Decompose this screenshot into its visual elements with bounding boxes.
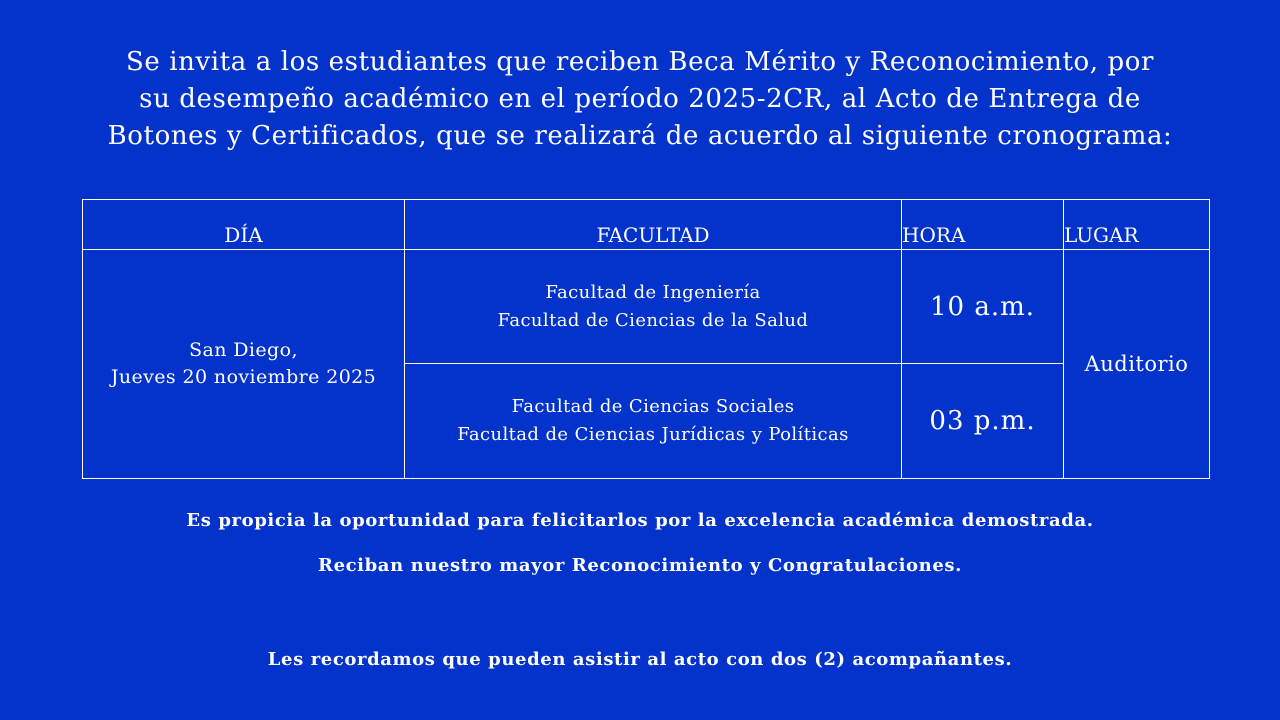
congratulations-text: Es propicia la oportunidad para felicitarlos por la excelencia académica demostrada. (186, 510, 1094, 531)
facultad-name: Facultad de Ciencias de la Salud (497, 309, 809, 331)
invitation-line: Se invita a los estudiantes que reciben Beca Mérito y Reconocimiento, por (125, 47, 1155, 77)
hora-cell: 10 a.m. (902, 250, 1064, 364)
header-dia: DÍA (83, 200, 405, 250)
header-lugar: LUGAR (1064, 200, 1210, 250)
dia-date: Jueves 20 noviembre 2025 (110, 366, 377, 388)
header-facultad: FACULTAD (405, 200, 902, 250)
dia-cell (83, 250, 405, 479)
invitation-text (60, 44, 1220, 155)
recognition-text: Reciban nuestro mayor Reconocimiento y Congratulaciones. (318, 555, 962, 576)
hora-cell: 03 p.m. (902, 364, 1064, 479)
facultad-name: Facultad de Ingeniería (545, 281, 761, 303)
header-hora: HORA (902, 200, 1064, 250)
facultad-name: Facultad de Ciencias Sociales (511, 396, 795, 417)
table-row (83, 250, 1210, 364)
facultad-cell (405, 250, 902, 364)
facultad-name: Facultad de Ciencias Jurídicas y Políticas (457, 424, 849, 445)
companions-reminder-text: Les recordamos que pueden asistir al acto con dos (2) acompañantes. (267, 649, 1013, 670)
table-header-row (83, 200, 1210, 250)
invitation-line: su desempeño académico en el período 2025-2CR, al Acto de Entrega de (139, 84, 1141, 114)
invitation-line: Botones y Certificados, que se realizará de acuerdo al siguiente cronograma: (107, 121, 1173, 151)
facultad-cell (405, 364, 902, 479)
lugar-cell: Auditorio (1064, 250, 1210, 479)
dia-location: San Diego, (189, 339, 298, 361)
schedule-table (82, 199, 1210, 479)
